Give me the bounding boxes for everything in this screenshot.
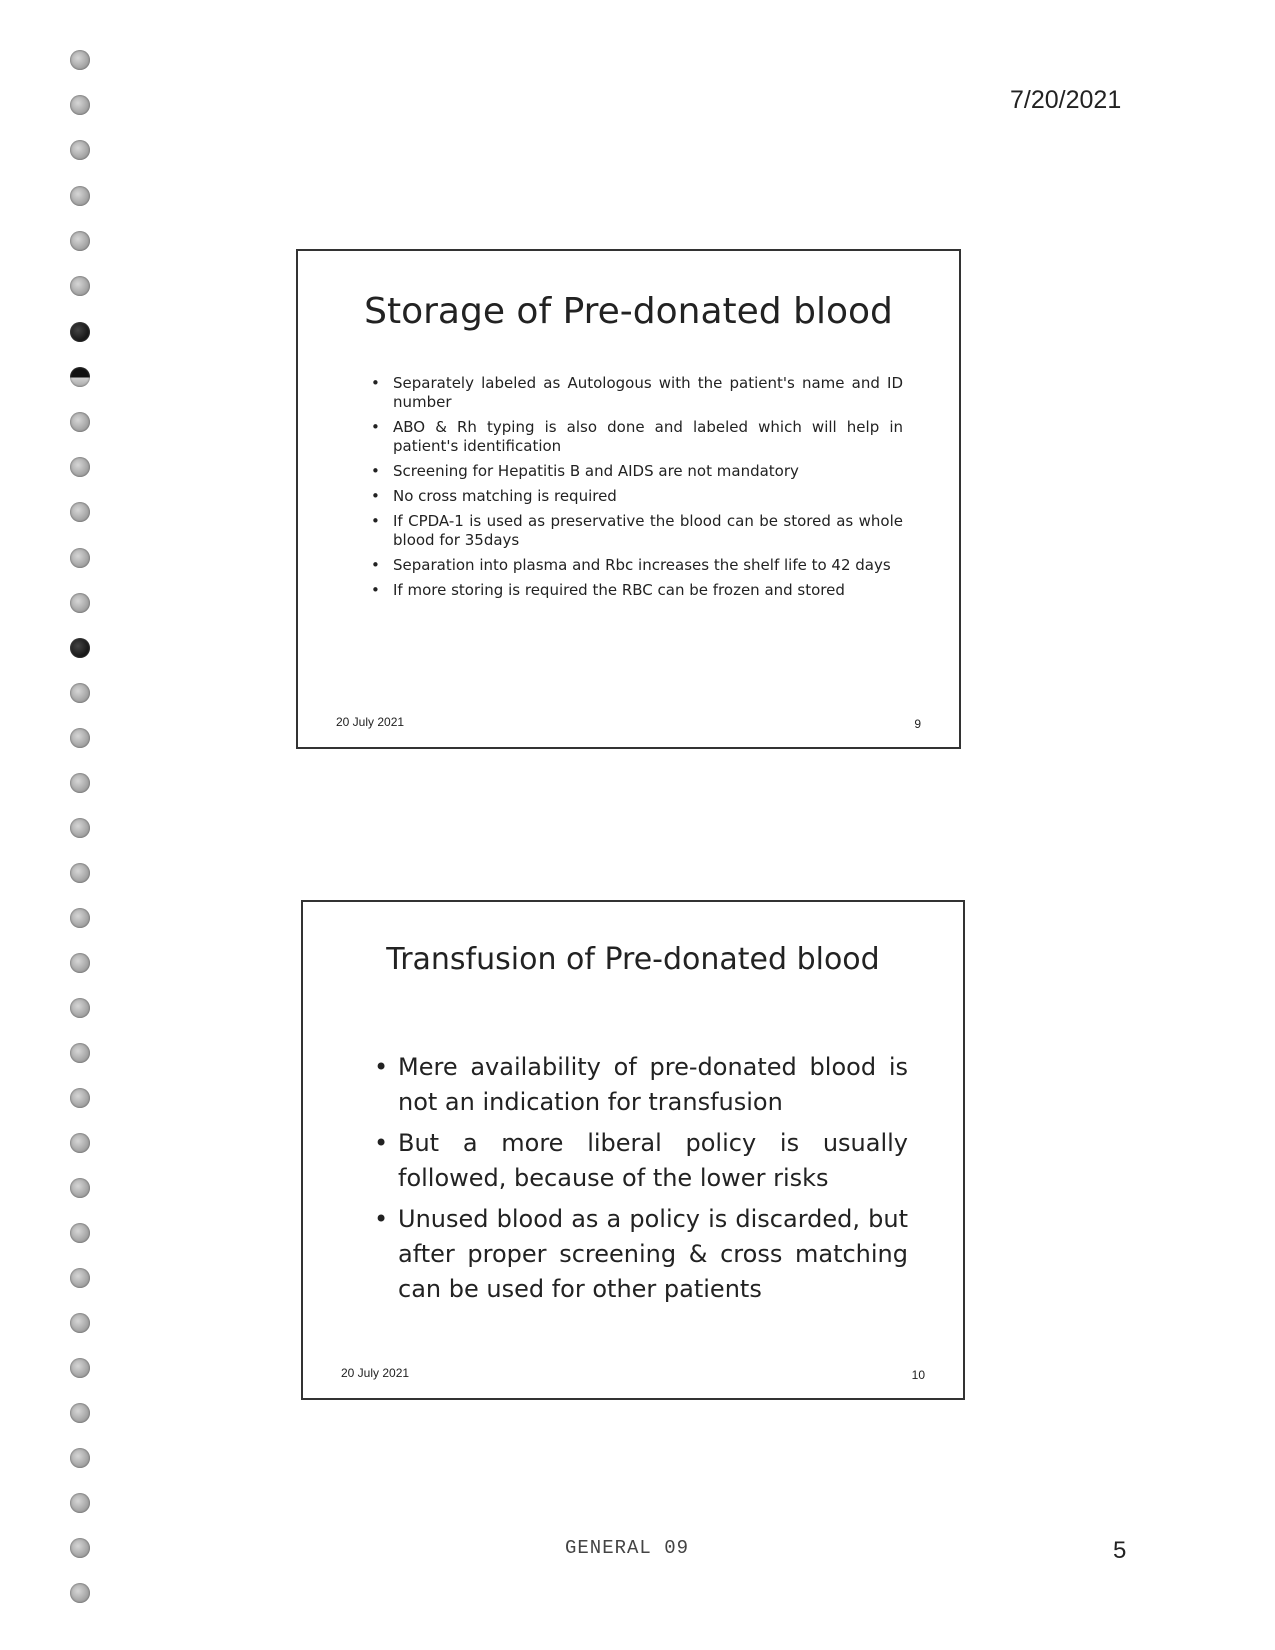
bullet-text: Mere availability of pre-donated blood is not an indication for transfusion xyxy=(398,1053,908,1116)
bullet-icon: • xyxy=(371,581,380,599)
bullet-text: If more storing is required the RBC can be frozen and stored xyxy=(393,581,845,599)
bullet-text: Screening for Hepatitis B and AIDS are not mandatory xyxy=(393,462,799,480)
punch-hole-icon xyxy=(70,502,90,522)
slide-title: Storage of Pre-donated blood xyxy=(364,291,893,332)
punch-hole-icon xyxy=(70,322,90,342)
bullet-item xyxy=(371,418,903,456)
bullet-icon: • xyxy=(371,556,380,574)
bullet-item xyxy=(371,512,903,550)
slide-number: 10 xyxy=(911,1368,925,1382)
punch-hole-icon xyxy=(70,1088,90,1108)
punch-hole-icon xyxy=(70,953,90,973)
bullet-text: If CPDA-1 is used as preservative the blood can be stored as whole blood for 35days xyxy=(393,512,903,549)
bullet-icon: • xyxy=(371,512,380,530)
punch-hole-icon xyxy=(70,1358,90,1378)
bullet-text: Separation into plasma and Rbc increases the shelf life to 42 days xyxy=(393,556,891,574)
punch-hole-icon xyxy=(70,95,90,115)
bullet-item xyxy=(371,462,903,481)
bullet-icon: • xyxy=(374,1129,389,1157)
bullet-icon: • xyxy=(371,374,380,392)
bullet-item xyxy=(374,1050,908,1120)
punch-hole-icon xyxy=(70,593,90,613)
page-date: 7/20/2021 xyxy=(1010,86,1122,114)
bullet-text: Separately labeled as Autologous with the patient's name and ID number xyxy=(393,374,903,411)
punch-hole-icon xyxy=(70,1313,90,1333)
bullet-icon: • xyxy=(374,1205,389,1233)
punch-hole-icon xyxy=(70,548,90,568)
punch-hole-icon xyxy=(70,457,90,477)
punch-hole-icon xyxy=(70,728,90,748)
page-number: 5 xyxy=(1113,1537,1127,1564)
punch-hole-icon xyxy=(70,276,90,296)
bullet-item xyxy=(371,581,903,600)
bullet-item xyxy=(374,1126,908,1196)
bullet-icon: • xyxy=(374,1053,389,1081)
document-footer-label: GENERAL 09 xyxy=(565,1537,690,1559)
bullet-text: ABO & Rh typing is also done and labeled which will help in patient's identification xyxy=(393,418,903,455)
punch-hole-icon xyxy=(70,818,90,838)
slide-storage xyxy=(296,249,961,749)
punch-hole-icon xyxy=(70,1538,90,1558)
punch-hole-icon xyxy=(70,1133,90,1153)
bullet-item xyxy=(371,556,903,575)
bullet-text: Unused blood as a policy is discarded, but after proper screening & cross matching can be used for other patients xyxy=(398,1205,908,1303)
bullet-list xyxy=(374,1050,908,1313)
bullet-text: But a more liberal policy is usually followed, because of the lower risks xyxy=(398,1129,908,1192)
punch-hole-icon xyxy=(70,50,90,70)
punch-hole-icon xyxy=(70,1223,90,1243)
punch-hole-icon xyxy=(70,367,90,387)
punch-hole-icon xyxy=(70,998,90,1018)
slide-footer-date: 20 July 2021 xyxy=(341,1366,410,1380)
punch-hole-icon xyxy=(70,773,90,793)
punch-hole-icon xyxy=(70,1583,90,1603)
bullet-icon: • xyxy=(371,487,380,505)
punch-hole-icon xyxy=(70,1043,90,1063)
bullet-item xyxy=(374,1202,908,1307)
punch-hole-icon xyxy=(70,1178,90,1198)
punch-hole-icon xyxy=(70,140,90,160)
punch-hole-icon xyxy=(70,1448,90,1468)
slide-number: 9 xyxy=(914,717,921,731)
slide-title: Transfusion of Pre-donated blood xyxy=(386,942,880,977)
punch-hole-icon xyxy=(70,412,90,432)
punch-hole-icon xyxy=(70,1493,90,1513)
bullet-list xyxy=(371,374,903,606)
punch-hole-icon xyxy=(70,863,90,883)
punch-hole-icon xyxy=(70,908,90,928)
punch-hole-icon xyxy=(70,1268,90,1288)
punch-hole-icon xyxy=(70,638,90,658)
bullet-text: No cross matching is required xyxy=(393,487,617,505)
slide-transfusion xyxy=(301,900,965,1400)
binder-punch-holes xyxy=(70,0,100,1650)
bullet-icon: • xyxy=(371,418,380,436)
punch-hole-icon xyxy=(70,231,90,251)
bullet-item xyxy=(371,487,903,506)
bullet-item xyxy=(371,374,903,412)
punch-hole-icon xyxy=(70,683,90,703)
punch-hole-icon xyxy=(70,1403,90,1423)
slide-footer-date: 20 July 2021 xyxy=(336,715,405,729)
bullet-icon: • xyxy=(371,462,380,480)
punch-hole-icon xyxy=(70,186,90,206)
